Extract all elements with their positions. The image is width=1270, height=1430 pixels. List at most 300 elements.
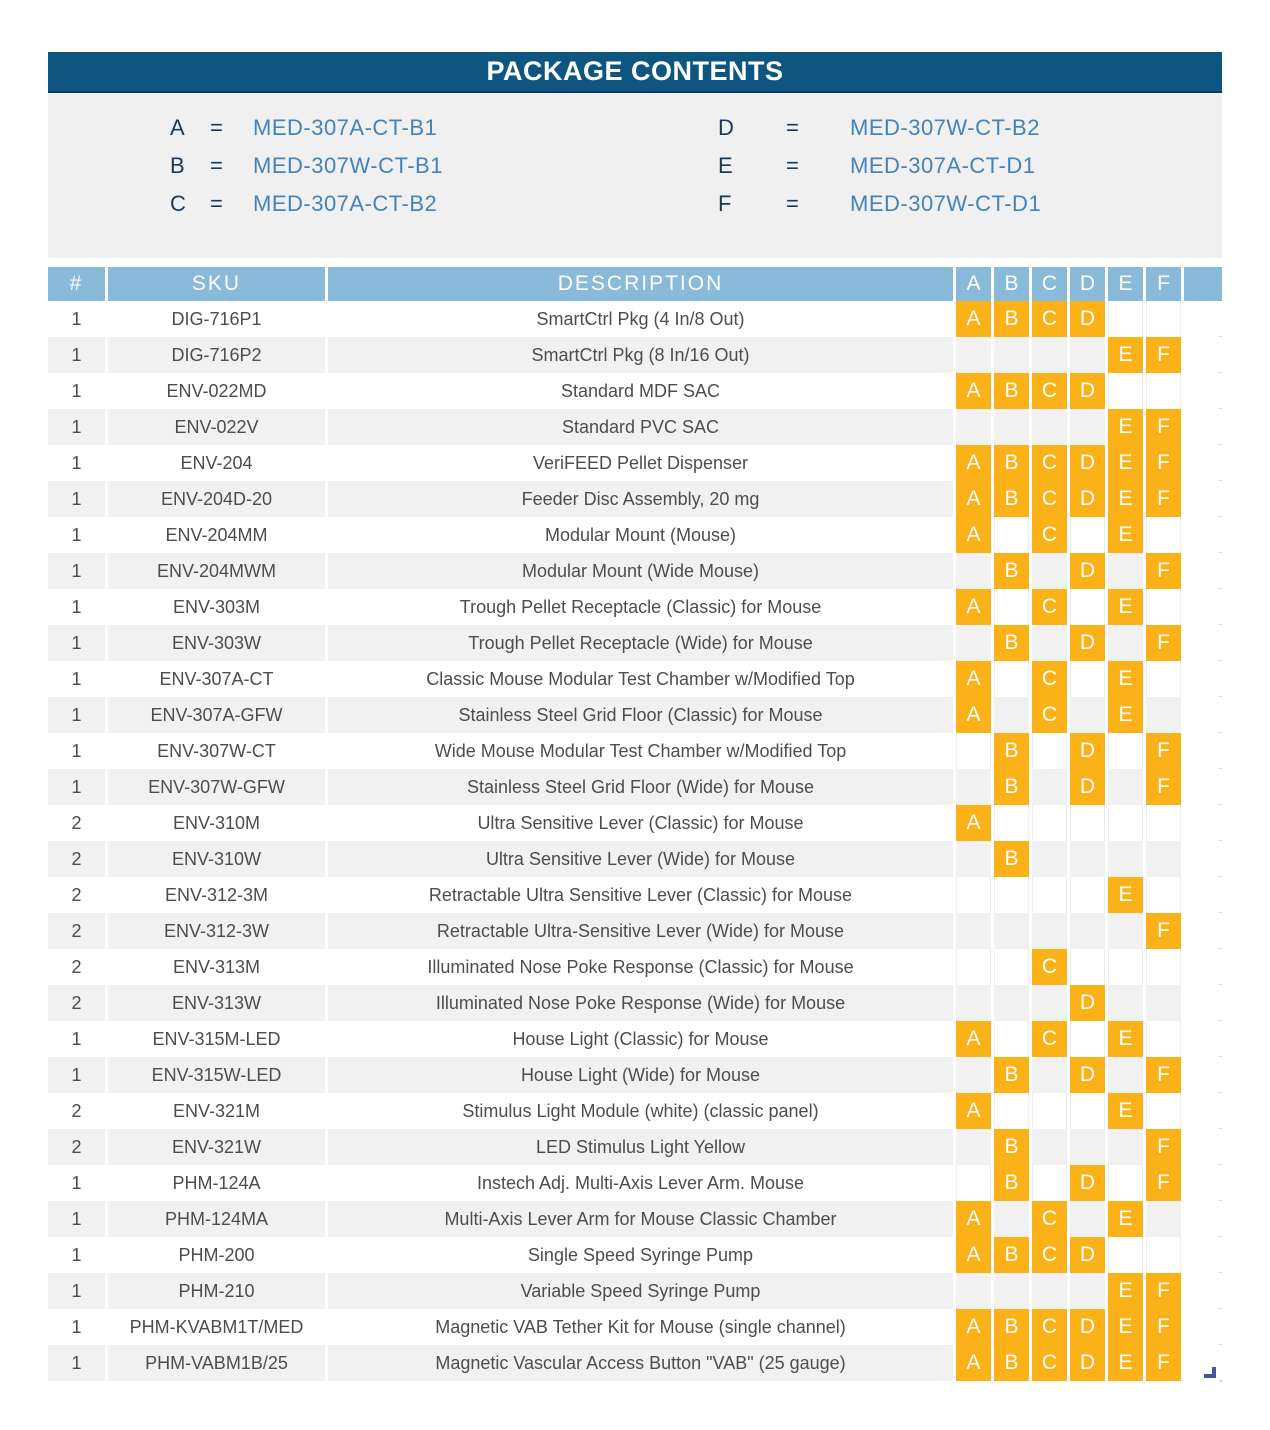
package-badge-b bbox=[994, 805, 1029, 841]
package-badge-b bbox=[994, 913, 1029, 949]
qty-cell: 2 bbox=[48, 985, 105, 1021]
qty-cell: 1 bbox=[48, 1309, 105, 1345]
qty-cell: 1 bbox=[48, 769, 105, 805]
row-trailing-cell bbox=[1184, 1093, 1222, 1129]
package-badge-b bbox=[994, 337, 1029, 373]
package-badge-d bbox=[1070, 589, 1105, 625]
package-badge-e bbox=[1108, 913, 1143, 949]
legend-model-number: MED-307A-CT-D1 bbox=[850, 153, 1036, 178]
row-trailing-cell bbox=[1184, 1057, 1222, 1093]
row-trailing-cell bbox=[1184, 841, 1222, 877]
legend-left-column bbox=[48, 115, 635, 258]
package-badge-c: C bbox=[1032, 373, 1067, 409]
description-cell: Multi-Axis Lever Arm for Mouse Classic Chamber bbox=[328, 1201, 953, 1237]
qty-cell: 1 bbox=[48, 481, 105, 517]
sku-cell: PHM-200 bbox=[108, 1237, 325, 1273]
legend-entry bbox=[718, 191, 1222, 217]
package-badge-c: C bbox=[1032, 445, 1067, 481]
package-badge-f bbox=[1146, 985, 1181, 1021]
description-cell: Trough Pellet Receptacle (Classic) for Mouse bbox=[328, 589, 953, 625]
package-legend bbox=[48, 93, 1222, 258]
row-trailing-cell bbox=[1184, 481, 1222, 517]
package-badge-d bbox=[1070, 877, 1105, 913]
package-badge-a bbox=[956, 949, 991, 985]
package-badge-b: B bbox=[994, 1057, 1029, 1093]
description-cell: Magnetic Vascular Access Button "VAB" (25 gauge) bbox=[328, 1345, 953, 1381]
equals-sign: = bbox=[786, 115, 799, 140]
sku-cell: ENV-310W bbox=[108, 841, 325, 877]
package-badge-a: A bbox=[956, 1201, 991, 1237]
package-badge-b: B bbox=[994, 553, 1029, 589]
table-row bbox=[48, 1273, 1222, 1309]
package-badge-b bbox=[994, 877, 1029, 913]
qty-cell: 2 bbox=[48, 841, 105, 877]
description-cell: Standard PVC SAC bbox=[328, 409, 953, 445]
row-trailing-cell bbox=[1184, 769, 1222, 805]
package-badge-e: E bbox=[1108, 1201, 1143, 1237]
description-cell: Magnetic VAB Tether Kit for Mouse (single channel) bbox=[328, 1309, 953, 1345]
description-cell: House Light (Classic) for Mouse bbox=[328, 1021, 953, 1057]
package-badge-f: F bbox=[1146, 553, 1181, 589]
legend-model-number: MED-307A-CT-B2 bbox=[253, 191, 438, 216]
description-cell: Stainless Steel Grid Floor (Wide) for Mouse bbox=[328, 769, 953, 805]
package-badge-f: F bbox=[1146, 769, 1181, 805]
header-qty: # bbox=[48, 267, 105, 301]
package-badge-a bbox=[956, 625, 991, 661]
package-badge-b: B bbox=[994, 1237, 1029, 1273]
package-badge-c: C bbox=[1032, 1237, 1067, 1273]
table-row bbox=[48, 1165, 1222, 1201]
package-badge-f bbox=[1146, 589, 1181, 625]
row-trailing-cell bbox=[1184, 553, 1222, 589]
header-description: DESCRIPTION bbox=[328, 267, 953, 301]
package-badge-c bbox=[1032, 1057, 1067, 1093]
package-badge-a: A bbox=[956, 661, 991, 697]
package-badge-a bbox=[956, 409, 991, 445]
sku-cell: ENV-321M bbox=[108, 1093, 325, 1129]
qty-cell: 2 bbox=[48, 1129, 105, 1165]
table-row bbox=[48, 1129, 1222, 1165]
table-row bbox=[48, 373, 1222, 409]
qty-cell: 2 bbox=[48, 1093, 105, 1129]
row-trailing-cell bbox=[1184, 1237, 1222, 1273]
package-badge-b bbox=[994, 661, 1029, 697]
package-badge-c bbox=[1032, 733, 1067, 769]
sku-cell: ENV-022V bbox=[108, 409, 325, 445]
package-badge-d: D bbox=[1070, 1237, 1105, 1273]
qty-cell: 1 bbox=[48, 1237, 105, 1273]
description-cell: Single Speed Syringe Pump bbox=[328, 1237, 953, 1273]
row-trailing-cell bbox=[1184, 1273, 1222, 1309]
package-badge-e bbox=[1108, 301, 1143, 337]
package-badge-d: D bbox=[1070, 553, 1105, 589]
description-cell: Feeder Disc Assembly, 20 mg bbox=[328, 481, 953, 517]
description-cell: SmartCtrl Pkg (4 In/8 Out) bbox=[328, 301, 953, 337]
qty-cell: 1 bbox=[48, 445, 105, 481]
description-cell: Classic Mouse Modular Test Chamber w/Modified Top bbox=[328, 661, 953, 697]
sku-cell: ENV-315W-LED bbox=[108, 1057, 325, 1093]
table-header-row bbox=[48, 267, 1222, 301]
package-badge-d bbox=[1070, 949, 1105, 985]
qty-cell: 1 bbox=[48, 409, 105, 445]
equals-sign: = bbox=[210, 153, 223, 178]
row-trailing-cell bbox=[1184, 697, 1222, 733]
package-badge-d bbox=[1070, 805, 1105, 841]
package-badge-d: D bbox=[1070, 733, 1105, 769]
description-cell: Modular Mount (Wide Mouse) bbox=[328, 553, 953, 589]
package-badge-e: E bbox=[1108, 337, 1143, 373]
package-badge-b: B bbox=[994, 301, 1029, 337]
description-cell: Ultra Sensitive Lever (Classic) for Mouse bbox=[328, 805, 953, 841]
table-body bbox=[48, 301, 1222, 1381]
package-badge-a: A bbox=[956, 1345, 991, 1381]
package-badge-d bbox=[1070, 697, 1105, 733]
qty-cell: 1 bbox=[48, 661, 105, 697]
package-badge-e: E bbox=[1108, 661, 1143, 697]
table-row bbox=[48, 661, 1222, 697]
package-badge-f bbox=[1146, 1021, 1181, 1057]
package-badge-a bbox=[956, 337, 991, 373]
package-badge-f: F bbox=[1146, 481, 1181, 517]
package-badge-d: D bbox=[1070, 625, 1105, 661]
row-trailing-cell bbox=[1184, 985, 1222, 1021]
package-badge-d: D bbox=[1070, 985, 1105, 1021]
package-badge-f bbox=[1146, 517, 1181, 553]
table-row bbox=[48, 913, 1222, 949]
equals-sign: = bbox=[210, 115, 223, 140]
package-badge-a: A bbox=[956, 589, 991, 625]
package-badge-c bbox=[1032, 769, 1067, 805]
qty-cell: 1 bbox=[48, 1273, 105, 1309]
package-badge-d: D bbox=[1070, 1309, 1105, 1345]
table-row bbox=[48, 841, 1222, 877]
legend-model-number: MED-307W-CT-D1 bbox=[850, 191, 1042, 216]
package-badge-f bbox=[1146, 877, 1181, 913]
qty-cell: 1 bbox=[48, 1201, 105, 1237]
package-badge-a bbox=[956, 1129, 991, 1165]
package-badge-c bbox=[1032, 1165, 1067, 1201]
row-trailing-cell bbox=[1184, 1165, 1222, 1201]
row-trailing-cell bbox=[1184, 805, 1222, 841]
table-row bbox=[48, 553, 1222, 589]
legend-entry bbox=[170, 115, 635, 141]
description-cell: VeriFEED Pellet Dispenser bbox=[328, 445, 953, 481]
package-badge-b bbox=[994, 1273, 1029, 1309]
package-badge-f: F bbox=[1146, 1273, 1181, 1309]
qty-cell: 2 bbox=[48, 877, 105, 913]
package-badge-e bbox=[1108, 625, 1143, 661]
package-badge-c: C bbox=[1032, 301, 1067, 337]
qty-cell: 1 bbox=[48, 553, 105, 589]
description-cell: Stimulus Light Module (white) (classic panel) bbox=[328, 1093, 953, 1129]
row-trailing-cell bbox=[1184, 625, 1222, 661]
package-badge-d bbox=[1070, 1201, 1105, 1237]
package-badge-d bbox=[1070, 1129, 1105, 1165]
sku-cell: DIG-716P2 bbox=[108, 337, 325, 373]
package-badge-d: D bbox=[1070, 301, 1105, 337]
package-badge-b: B bbox=[994, 1165, 1029, 1201]
legend-entry bbox=[170, 153, 635, 179]
description-cell: Wide Mouse Modular Test Chamber w/Modified Top bbox=[328, 733, 953, 769]
sku-cell: ENV-204 bbox=[108, 445, 325, 481]
sku-cell: ENV-022MD bbox=[108, 373, 325, 409]
table-row bbox=[48, 733, 1222, 769]
package-badge-b bbox=[994, 1201, 1029, 1237]
title-bar bbox=[48, 52, 1222, 93]
qty-cell: 1 bbox=[48, 301, 105, 337]
package-badge-b: B bbox=[994, 445, 1029, 481]
sku-cell: ENV-204D-20 bbox=[108, 481, 325, 517]
row-trailing-cell bbox=[1184, 1309, 1222, 1345]
equals-sign: = bbox=[786, 191, 799, 216]
package-badge-d: D bbox=[1070, 769, 1105, 805]
header-package-letter: D bbox=[1070, 267, 1105, 301]
package-badge-b: B bbox=[994, 769, 1029, 805]
description-cell: Retractable Ultra-Sensitive Lever (Wide) for Mouse bbox=[328, 913, 953, 949]
package-badge-d bbox=[1070, 337, 1105, 373]
package-badge-c: C bbox=[1032, 481, 1067, 517]
package-badge-c bbox=[1032, 985, 1067, 1021]
package-badge-a: A bbox=[956, 805, 991, 841]
package-badge-c bbox=[1032, 877, 1067, 913]
qty-cell: 2 bbox=[48, 805, 105, 841]
package-badge-b bbox=[994, 1093, 1029, 1129]
package-badge-f: F bbox=[1146, 733, 1181, 769]
sku-cell: PHM-VABM1B/25 bbox=[108, 1345, 325, 1381]
package-badge-c: C bbox=[1032, 589, 1067, 625]
description-cell: Stainless Steel Grid Floor (Classic) for Mouse bbox=[328, 697, 953, 733]
package-badge-f bbox=[1146, 373, 1181, 409]
package-badge-c: C bbox=[1032, 661, 1067, 697]
package-badge-e bbox=[1108, 769, 1143, 805]
row-trailing-cell bbox=[1184, 661, 1222, 697]
sku-cell: ENV-321W bbox=[108, 1129, 325, 1165]
package-badge-d: D bbox=[1070, 1345, 1105, 1381]
legend-letter: F bbox=[718, 191, 732, 216]
row-trailing-cell bbox=[1184, 373, 1222, 409]
package-badge-a bbox=[956, 985, 991, 1021]
header-package-letter: C bbox=[1032, 267, 1067, 301]
legend-table-gap bbox=[48, 258, 1222, 267]
package-badge-a: A bbox=[956, 1093, 991, 1129]
package-badge-a: A bbox=[956, 445, 991, 481]
row-trailing-cell bbox=[1184, 949, 1222, 985]
description-cell: Instech Adj. Multi-Axis Lever Arm. Mouse bbox=[328, 1165, 953, 1201]
qty-cell: 1 bbox=[48, 1021, 105, 1057]
package-badge-e: E bbox=[1108, 1345, 1143, 1381]
package-badge-a bbox=[956, 913, 991, 949]
package-badge-f: F bbox=[1146, 913, 1181, 949]
package-badge-f bbox=[1146, 697, 1181, 733]
package-badge-e: E bbox=[1108, 409, 1143, 445]
row-trailing-cell bbox=[1184, 1201, 1222, 1237]
package-badge-b: B bbox=[994, 481, 1029, 517]
row-trailing-cell bbox=[1184, 877, 1222, 913]
package-badge-a: A bbox=[956, 1237, 991, 1273]
table-row bbox=[48, 805, 1222, 841]
legend-letter: A bbox=[170, 115, 185, 140]
header-package-letter: E bbox=[1108, 267, 1143, 301]
page-title: PACKAGE CONTENTS bbox=[486, 56, 784, 86]
package-badge-e: E bbox=[1108, 1273, 1143, 1309]
header-package-letter: B bbox=[994, 267, 1029, 301]
package-badge-e bbox=[1108, 949, 1143, 985]
qty-cell: 1 bbox=[48, 1165, 105, 1201]
sku-cell: PHM-210 bbox=[108, 1273, 325, 1309]
qty-cell: 1 bbox=[48, 1057, 105, 1093]
package-badge-c: C bbox=[1032, 949, 1067, 985]
package-badge-b: B bbox=[994, 1129, 1029, 1165]
package-badge-b: B bbox=[994, 1345, 1029, 1381]
row-trailing-cell bbox=[1184, 1129, 1222, 1165]
package-badge-e: E bbox=[1108, 1309, 1143, 1345]
selection-corner-icon bbox=[1204, 1367, 1216, 1378]
legend-letter: C bbox=[170, 191, 186, 216]
sku-cell: ENV-307W-GFW bbox=[108, 769, 325, 805]
sku-cell: DIG-716P1 bbox=[108, 301, 325, 337]
description-cell: Modular Mount (Mouse) bbox=[328, 517, 953, 553]
package-badge-d bbox=[1070, 1021, 1105, 1057]
sku-cell: ENV-312-3M bbox=[108, 877, 325, 913]
sku-cell: ENV-310M bbox=[108, 805, 325, 841]
package-badge-e: E bbox=[1108, 1093, 1143, 1129]
package-badge-d bbox=[1070, 517, 1105, 553]
table-row bbox=[48, 949, 1222, 985]
description-cell: LED Stimulus Light Yellow bbox=[328, 1129, 953, 1165]
sku-cell: ENV-307A-CT bbox=[108, 661, 325, 697]
package-badge-a bbox=[956, 841, 991, 877]
package-badge-c bbox=[1032, 913, 1067, 949]
equals-sign: = bbox=[210, 191, 223, 216]
description-cell: Ultra Sensitive Lever (Wide) for Mouse bbox=[328, 841, 953, 877]
package-badge-a bbox=[956, 877, 991, 913]
package-badge-b bbox=[994, 985, 1029, 1021]
package-badge-b bbox=[994, 409, 1029, 445]
legend-letter: E bbox=[718, 153, 733, 178]
package-badge-c bbox=[1032, 841, 1067, 877]
row-trailing-cell bbox=[1184, 301, 1222, 337]
package-badge-e: E bbox=[1108, 877, 1143, 913]
legend-entry bbox=[718, 153, 1222, 179]
sku-cell: ENV-315M-LED bbox=[108, 1021, 325, 1057]
table-row bbox=[48, 337, 1222, 373]
package-badge-c: C bbox=[1032, 1345, 1067, 1381]
package-badge-d: D bbox=[1070, 1165, 1105, 1201]
header-sku: SKU bbox=[108, 267, 325, 301]
table-row bbox=[48, 769, 1222, 805]
table-row bbox=[48, 1237, 1222, 1273]
qty-cell: 1 bbox=[48, 733, 105, 769]
package-badge-e bbox=[1108, 373, 1143, 409]
package-badge-e: E bbox=[1108, 697, 1143, 733]
legend-entry bbox=[718, 115, 1222, 141]
package-badge-d bbox=[1070, 1093, 1105, 1129]
table-row bbox=[48, 697, 1222, 733]
sku-cell: ENV-303M bbox=[108, 589, 325, 625]
package-badge-c bbox=[1032, 1273, 1067, 1309]
sku-cell: PHM-124A bbox=[108, 1165, 325, 1201]
package-badge-f: F bbox=[1146, 409, 1181, 445]
qty-cell: 1 bbox=[48, 337, 105, 373]
package-badge-e bbox=[1108, 1165, 1143, 1201]
package-badge-d bbox=[1070, 841, 1105, 877]
header-package-letter: A bbox=[956, 267, 991, 301]
package-badge-c bbox=[1032, 337, 1067, 373]
package-badge-f bbox=[1146, 805, 1181, 841]
table-row bbox=[48, 625, 1222, 661]
description-cell: Standard MDF SAC bbox=[328, 373, 953, 409]
row-trailing-cell bbox=[1184, 337, 1222, 373]
package-badge-c: C bbox=[1032, 697, 1067, 733]
package-badge-f: F bbox=[1146, 1165, 1181, 1201]
package-badge-e: E bbox=[1108, 589, 1143, 625]
package-badge-f bbox=[1146, 949, 1181, 985]
package-badge-b bbox=[994, 517, 1029, 553]
row-trailing-cell bbox=[1184, 589, 1222, 625]
package-badge-f: F bbox=[1146, 625, 1181, 661]
legend-letter: B bbox=[170, 153, 185, 178]
sku-cell: PHM-KVABM1T/MED bbox=[108, 1309, 325, 1345]
table-row bbox=[48, 1201, 1222, 1237]
package-badge-a: A bbox=[956, 517, 991, 553]
package-badge-b: B bbox=[994, 373, 1029, 409]
package-badge-b: B bbox=[994, 625, 1029, 661]
row-trailing-cell bbox=[1184, 517, 1222, 553]
package-badge-e: E bbox=[1108, 445, 1143, 481]
package-badge-c: C bbox=[1032, 1021, 1067, 1057]
package-badge-e bbox=[1108, 553, 1143, 589]
package-badge-f bbox=[1146, 301, 1181, 337]
sku-cell: ENV-204MWM bbox=[108, 553, 325, 589]
row-trailing-cell bbox=[1184, 1021, 1222, 1057]
package-badge-a bbox=[956, 769, 991, 805]
package-badge-a: A bbox=[956, 1309, 991, 1345]
package-badge-c: C bbox=[1032, 517, 1067, 553]
description-cell: Retractable Ultra Sensitive Lever (Classic) for Mouse bbox=[328, 877, 953, 913]
row-trailing-cell bbox=[1184, 913, 1222, 949]
package-badge-d: D bbox=[1070, 1057, 1105, 1093]
sku-cell: ENV-313W bbox=[108, 985, 325, 1021]
qty-cell: 1 bbox=[48, 625, 105, 661]
package-badge-f: F bbox=[1146, 445, 1181, 481]
package-badge-f: F bbox=[1146, 1309, 1181, 1345]
sku-cell: ENV-312-3W bbox=[108, 913, 325, 949]
package-badge-a: A bbox=[956, 301, 991, 337]
package-badge-b: B bbox=[994, 733, 1029, 769]
package-badge-e: E bbox=[1108, 481, 1143, 517]
package-badge-d bbox=[1070, 409, 1105, 445]
row-trailing-cell bbox=[1184, 445, 1222, 481]
table-row bbox=[48, 589, 1222, 625]
description-cell: Illuminated Nose Poke Response (Wide) for Mouse bbox=[328, 985, 953, 1021]
package-badge-f: F bbox=[1146, 1057, 1181, 1093]
table-row bbox=[48, 409, 1222, 445]
package-badge-e bbox=[1108, 1237, 1143, 1273]
table-row bbox=[48, 1021, 1222, 1057]
legend-letter: D bbox=[718, 115, 734, 140]
package-badge-d: D bbox=[1070, 445, 1105, 481]
package-badge-c bbox=[1032, 1093, 1067, 1129]
package-badge-d bbox=[1070, 913, 1105, 949]
sku-cell: ENV-307A-GFW bbox=[108, 697, 325, 733]
package-badge-b bbox=[994, 1021, 1029, 1057]
qty-cell: 1 bbox=[48, 1345, 105, 1381]
package-badge-b bbox=[994, 697, 1029, 733]
legend-model-number: MED-307W-CT-B1 bbox=[253, 153, 443, 178]
sku-cell: PHM-124MA bbox=[108, 1201, 325, 1237]
legend-model-number: MED-307A-CT-B1 bbox=[253, 115, 438, 140]
package-badge-c: C bbox=[1032, 1309, 1067, 1345]
